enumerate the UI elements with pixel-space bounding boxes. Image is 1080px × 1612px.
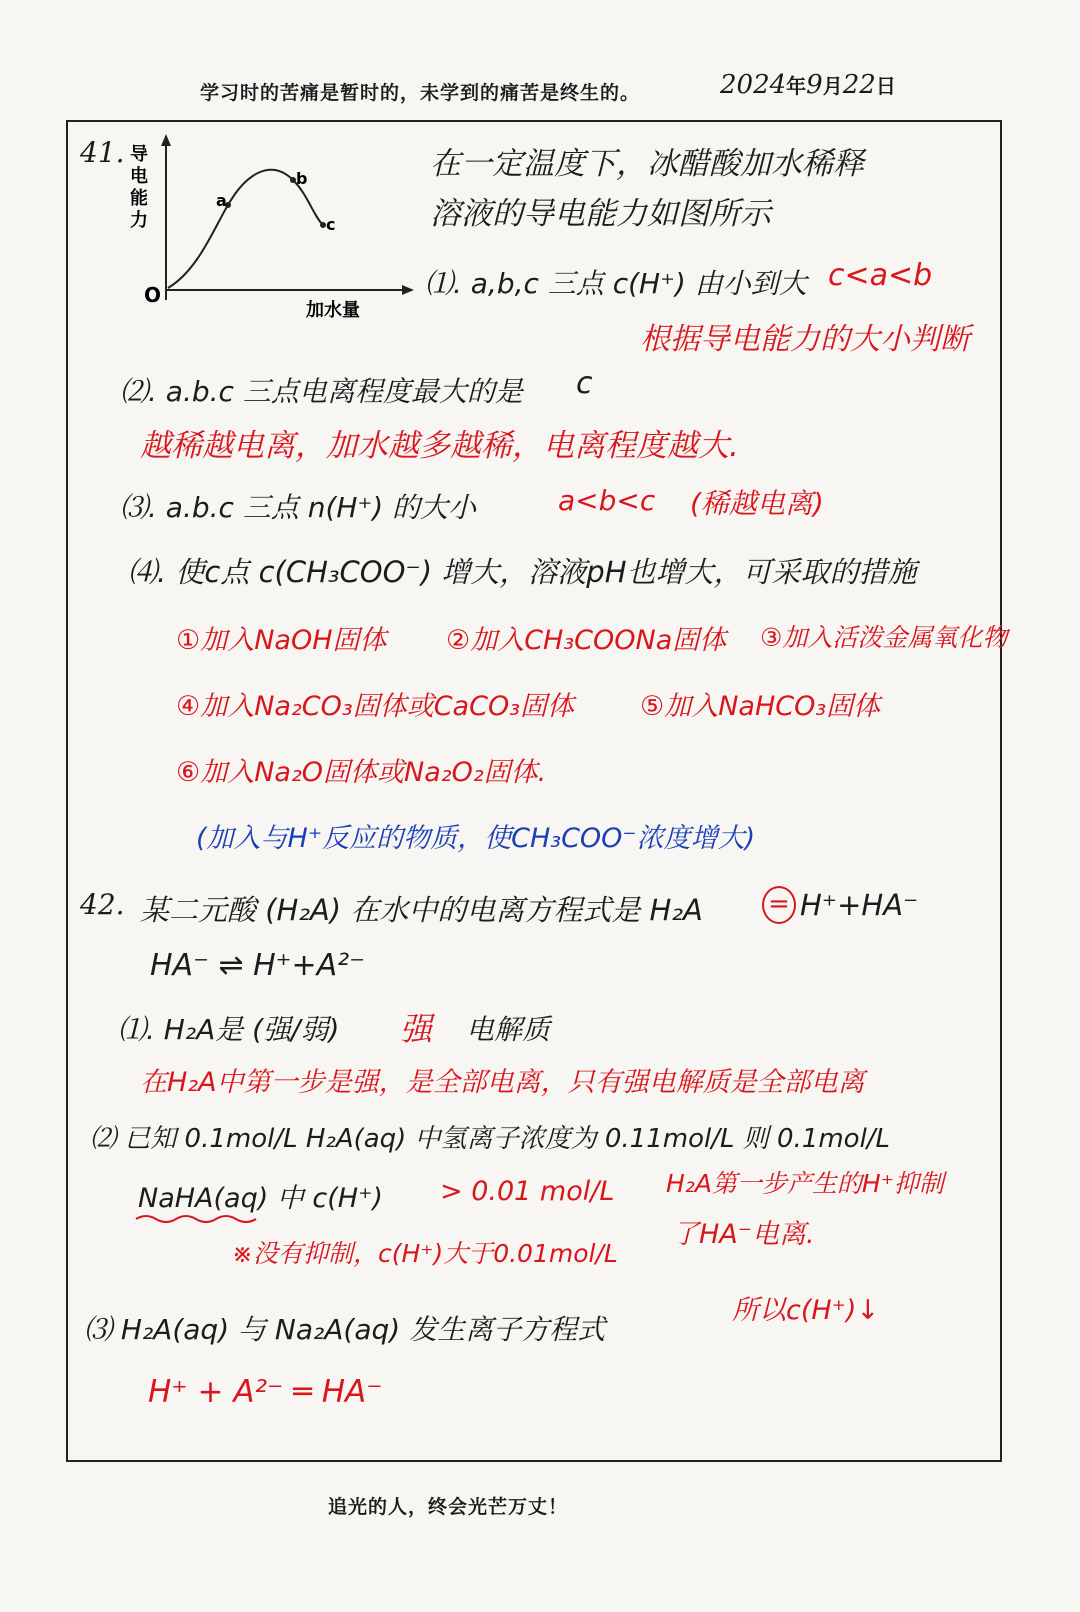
q41-p2-note: 越稀越电离，加水越多越稀，电离程度越大. [140,428,739,464]
q41-conductivity-graph [118,130,428,330]
date-day-mark: 日 [875,74,896,98]
q42-p3-question: ⑶ H₂A(aq) 与 Na₂A(aq) 发生离子方程式 [84,1313,606,1346]
q41-p2-question: ⑵. a.b.c 三点电离程度最大的是 [120,375,523,408]
q41-p4-answer-6: ⑥加入Na₂O固体或Na₂O₂固体. [176,757,547,788]
graph-origin: O [144,283,162,307]
q42-p1-question: ⑴. H₂A是 (强/弱) [118,1013,340,1046]
q42-p2-note-d: ※没有抑制，c(H⁺)大于0.01mol/L [232,1239,618,1268]
q42-p3-answer: H⁺ + A²⁻ ═ HA⁻ [148,1374,383,1410]
q42-p2-note-b: 了HA⁻电离. [672,1219,815,1250]
graph-point-a: a [216,191,227,210]
graph-y-label-4: 力 [130,210,148,231]
q41-stem-line2: 溶液的导电能力如图所示 [430,196,771,232]
q42-p1-note: 在H₂A中第一步是强，是全部电离，只有强电解质是全部电离 [140,1067,865,1098]
date-year-mark: 年 [786,74,807,98]
q42-p2-note-a: H₂A第一步产生的H⁺抑制 [666,1169,944,1198]
q41-p4-answer-3: ③加入活泼金属氧化物 [760,623,1008,652]
graph-y-label-3: 能 [130,188,148,209]
q41-stem-line1: 在一定温度下，冰醋酸加水稀释 [430,146,864,182]
q41-p1-answer: c<a<b [828,258,933,293]
q42-p1-answer: 强 [400,1010,433,1048]
q41-p2-answer: c [576,366,593,401]
q41-p4-answer-5: ⑤加入NaHCO₃固体 [640,691,881,722]
q42-p1-tail: 电解质 [466,1013,551,1046]
q42-stem-line1: 某二元酸 (H₂A) 在水中的电离方程式是 H₂A [140,893,703,927]
q42-p2-question2: NaHA(aq) 中 c(H⁺) [138,1183,383,1214]
q42-number: 42. [80,888,125,921]
graph-y-label-1: 导 [130,144,148,165]
graph-point-c: c [326,215,336,234]
q41-p1-note: 根据导电能力的大小判断 [640,322,970,357]
q41-p1-question: ⑴. a,b,c 三点 c(H⁺) 由小到大 [425,267,807,300]
q41-p3-question: ⑶. a.b.c 三点 n(H⁺) 的大小 [120,491,477,524]
header-date [720,70,896,100]
nahA-underline-squiggle [134,1212,264,1226]
date-day: 22 [842,70,876,100]
graph-point-b: b [296,169,308,188]
q41-p3-answer: a<b<c [558,484,656,517]
q42-stem-eq-mark: = [762,886,796,924]
q42-p2-note-c: 所以c(H⁺)↓ [732,1295,880,1326]
q42-p2-answer: > 0.01 mol/L [440,1176,615,1207]
date-month-mark: 月 [822,74,843,98]
footer-motto: 追光的人，终会光芒万丈！ [328,1496,569,1518]
date-month: 9 [806,70,823,100]
q41-p4-answer-1: ①加入NaOH固体 [176,625,387,656]
q42-stem-line2: HA⁻ ⇌ H⁺+A²⁻ [150,948,366,983]
graph-x-label: 加水量 [306,300,360,321]
q41-number: 41. [80,136,125,169]
q42-p2-question: ⑵ 已知 0.1mol/L H₂A(aq) 中氢离子浓度为 0.11mol/L 则 0.1mol/L [90,1124,891,1154]
q41-p3-note: (稀越电离) [690,487,824,520]
q42-stem-line1-end: H⁺+HA⁻ [800,888,919,922]
q41-p4-question: ⑷. 使c点 c(CH₃COO⁻) 增大，溶液pH也增大，可采取的措施 [128,555,917,589]
q41-p4-note: (加入与H⁺反应的物质，使CH₃COO⁻浓度增大) [196,823,756,854]
q41-p4-answer-4: ④加入Na₂CO₃固体或CaCO₃固体 [176,691,575,722]
graph-y-label-2: 电 [130,166,148,187]
date-year: 2024 [720,70,787,100]
header-motto: 学习时的苦痛是暂时的，未学到的痛苦是终生的。 [200,82,641,104]
q41-p4-answer-2: ②加入CH₃COONa固体 [446,625,727,656]
